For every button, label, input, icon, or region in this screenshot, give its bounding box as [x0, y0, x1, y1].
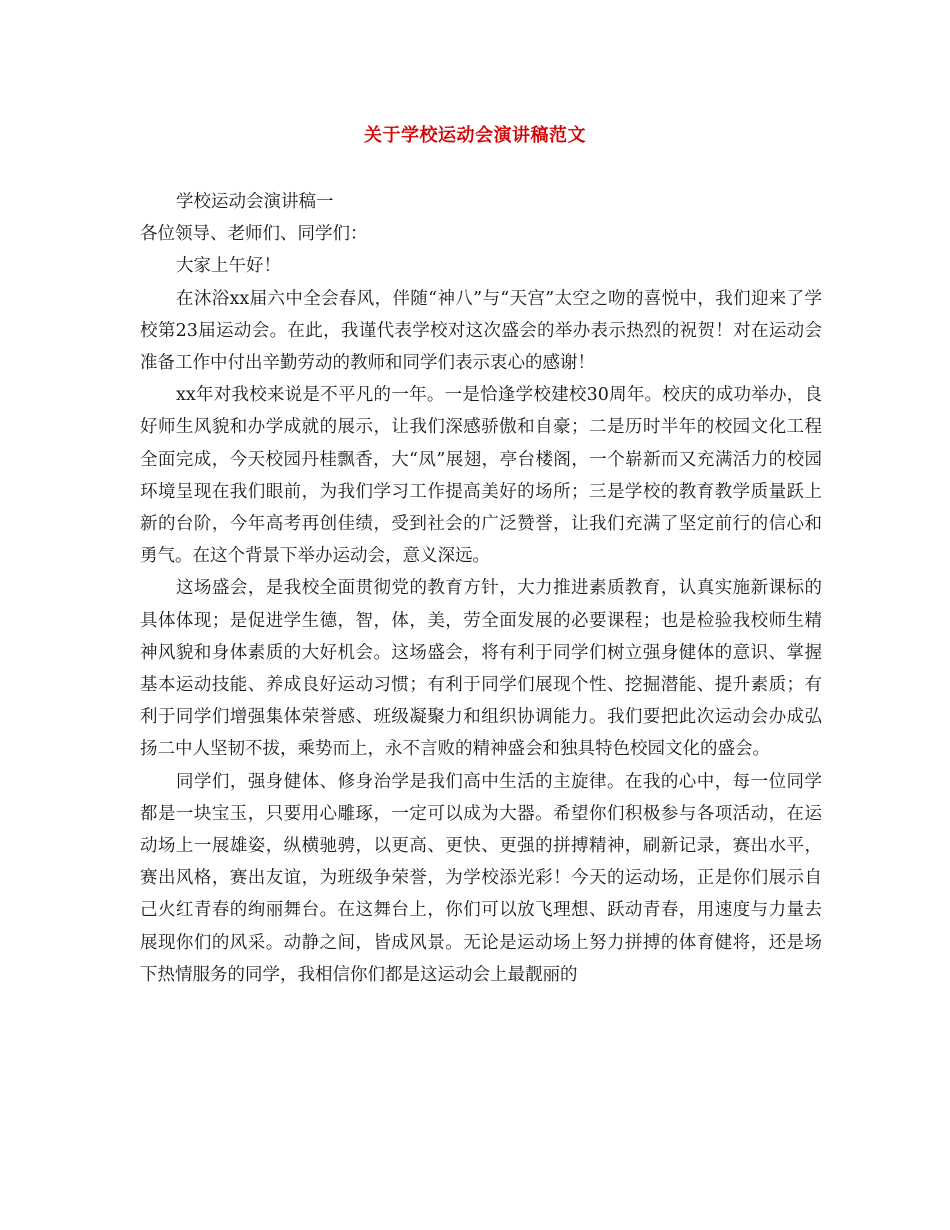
document-body — [140, 186, 822, 991]
paragraph: xx年对我校来说是不平凡的一年。一是恰逢学校建校30周年。校庆的成功举办，良好师生风貌和办学成就的展示，让我们深感骄傲和自豪；二是历时半年的校园文化工程全面完成，今天校园丹桂飘香，大“凤”展翅，亭台楼阁，一个崭新而又充满活力的校园环境呈现在我们眼前，为我们学习工作提高美好的场所；三是学校的教育教学质量跃上新的台阶，今年高考再创佳绩，受到社会的广泛赞誉，让我们充满了坚定前行的信心和勇气。在这个背景下举办运动会，意义深远。 — [140, 385, 822, 567]
paragraph: 这场盛会，是我校全面贯彻党的教育方针，大力推进素质教育，认真实施新课标的具体体现；是促进学生德，智，体，美，劳全面发展的必要课程；也是检验我校师生精神风貌和身体素质的大好机会。这场盛会，将有利于同学们树立强身健体的意识、掌握基本运动技能、养成良好运动习惯；有利于同学们展现个性、挖掘潜能、提升素质；有利于同学们增强集体荣誉感、班级凝聚力和组织协调能力。我们要把此次运动会办成弘扬二中人坚韧不拔，乘势而上，永不言败的精神盛会和独具特色校园文化的盛会。 — [140, 578, 822, 760]
section-heading: 学校运动会演讲稿一 — [176, 192, 334, 212]
paragraph: 在沐浴xx届六中全会春风，伴随“神八”与“天宫”太空之吻的喜悦中，我们迎来了学校第23届运动会。在此，我谨代表学校对这次盛会的举办表示热烈的祝贺！对在运动会准备工作中付出辛勤劳动的教师和同学们表示衷心的感谢！ — [140, 288, 822, 374]
document-title: 关于学校运动会演讲稿范文 — [364, 125, 586, 146]
salutation: 各位领导、老师们、同学们： — [140, 224, 368, 245]
greeting: 大家上午好！ — [176, 256, 281, 277]
paragraph: 同学们，强身健体、修身治学是我们高中生活的主旋律。在我的心中，每一位同学都是一块宝玉，只要用心雕琢，一定可以成为大器。希望你们积极参与各项活动，在运动场上一展雄姿，纵横驰骋，以更高、更快、更强的拼搏精神，刷新记录，赛出水平，赛出风格，赛出友谊，为班级争荣誉，为学校添光彩！今天的运动场，正是你们展示自己火红青春的绚丽舞台。在这舞台上，你们可以放飞理想、跃动青春，用速度与力量去展现你们的风采。动静之间，皆成风景。无论是运动场上努力拼搏的体育健将，还是场下热情服务的同学，我相信你们都是这运动会上最靓丽的 — [140, 771, 822, 985]
